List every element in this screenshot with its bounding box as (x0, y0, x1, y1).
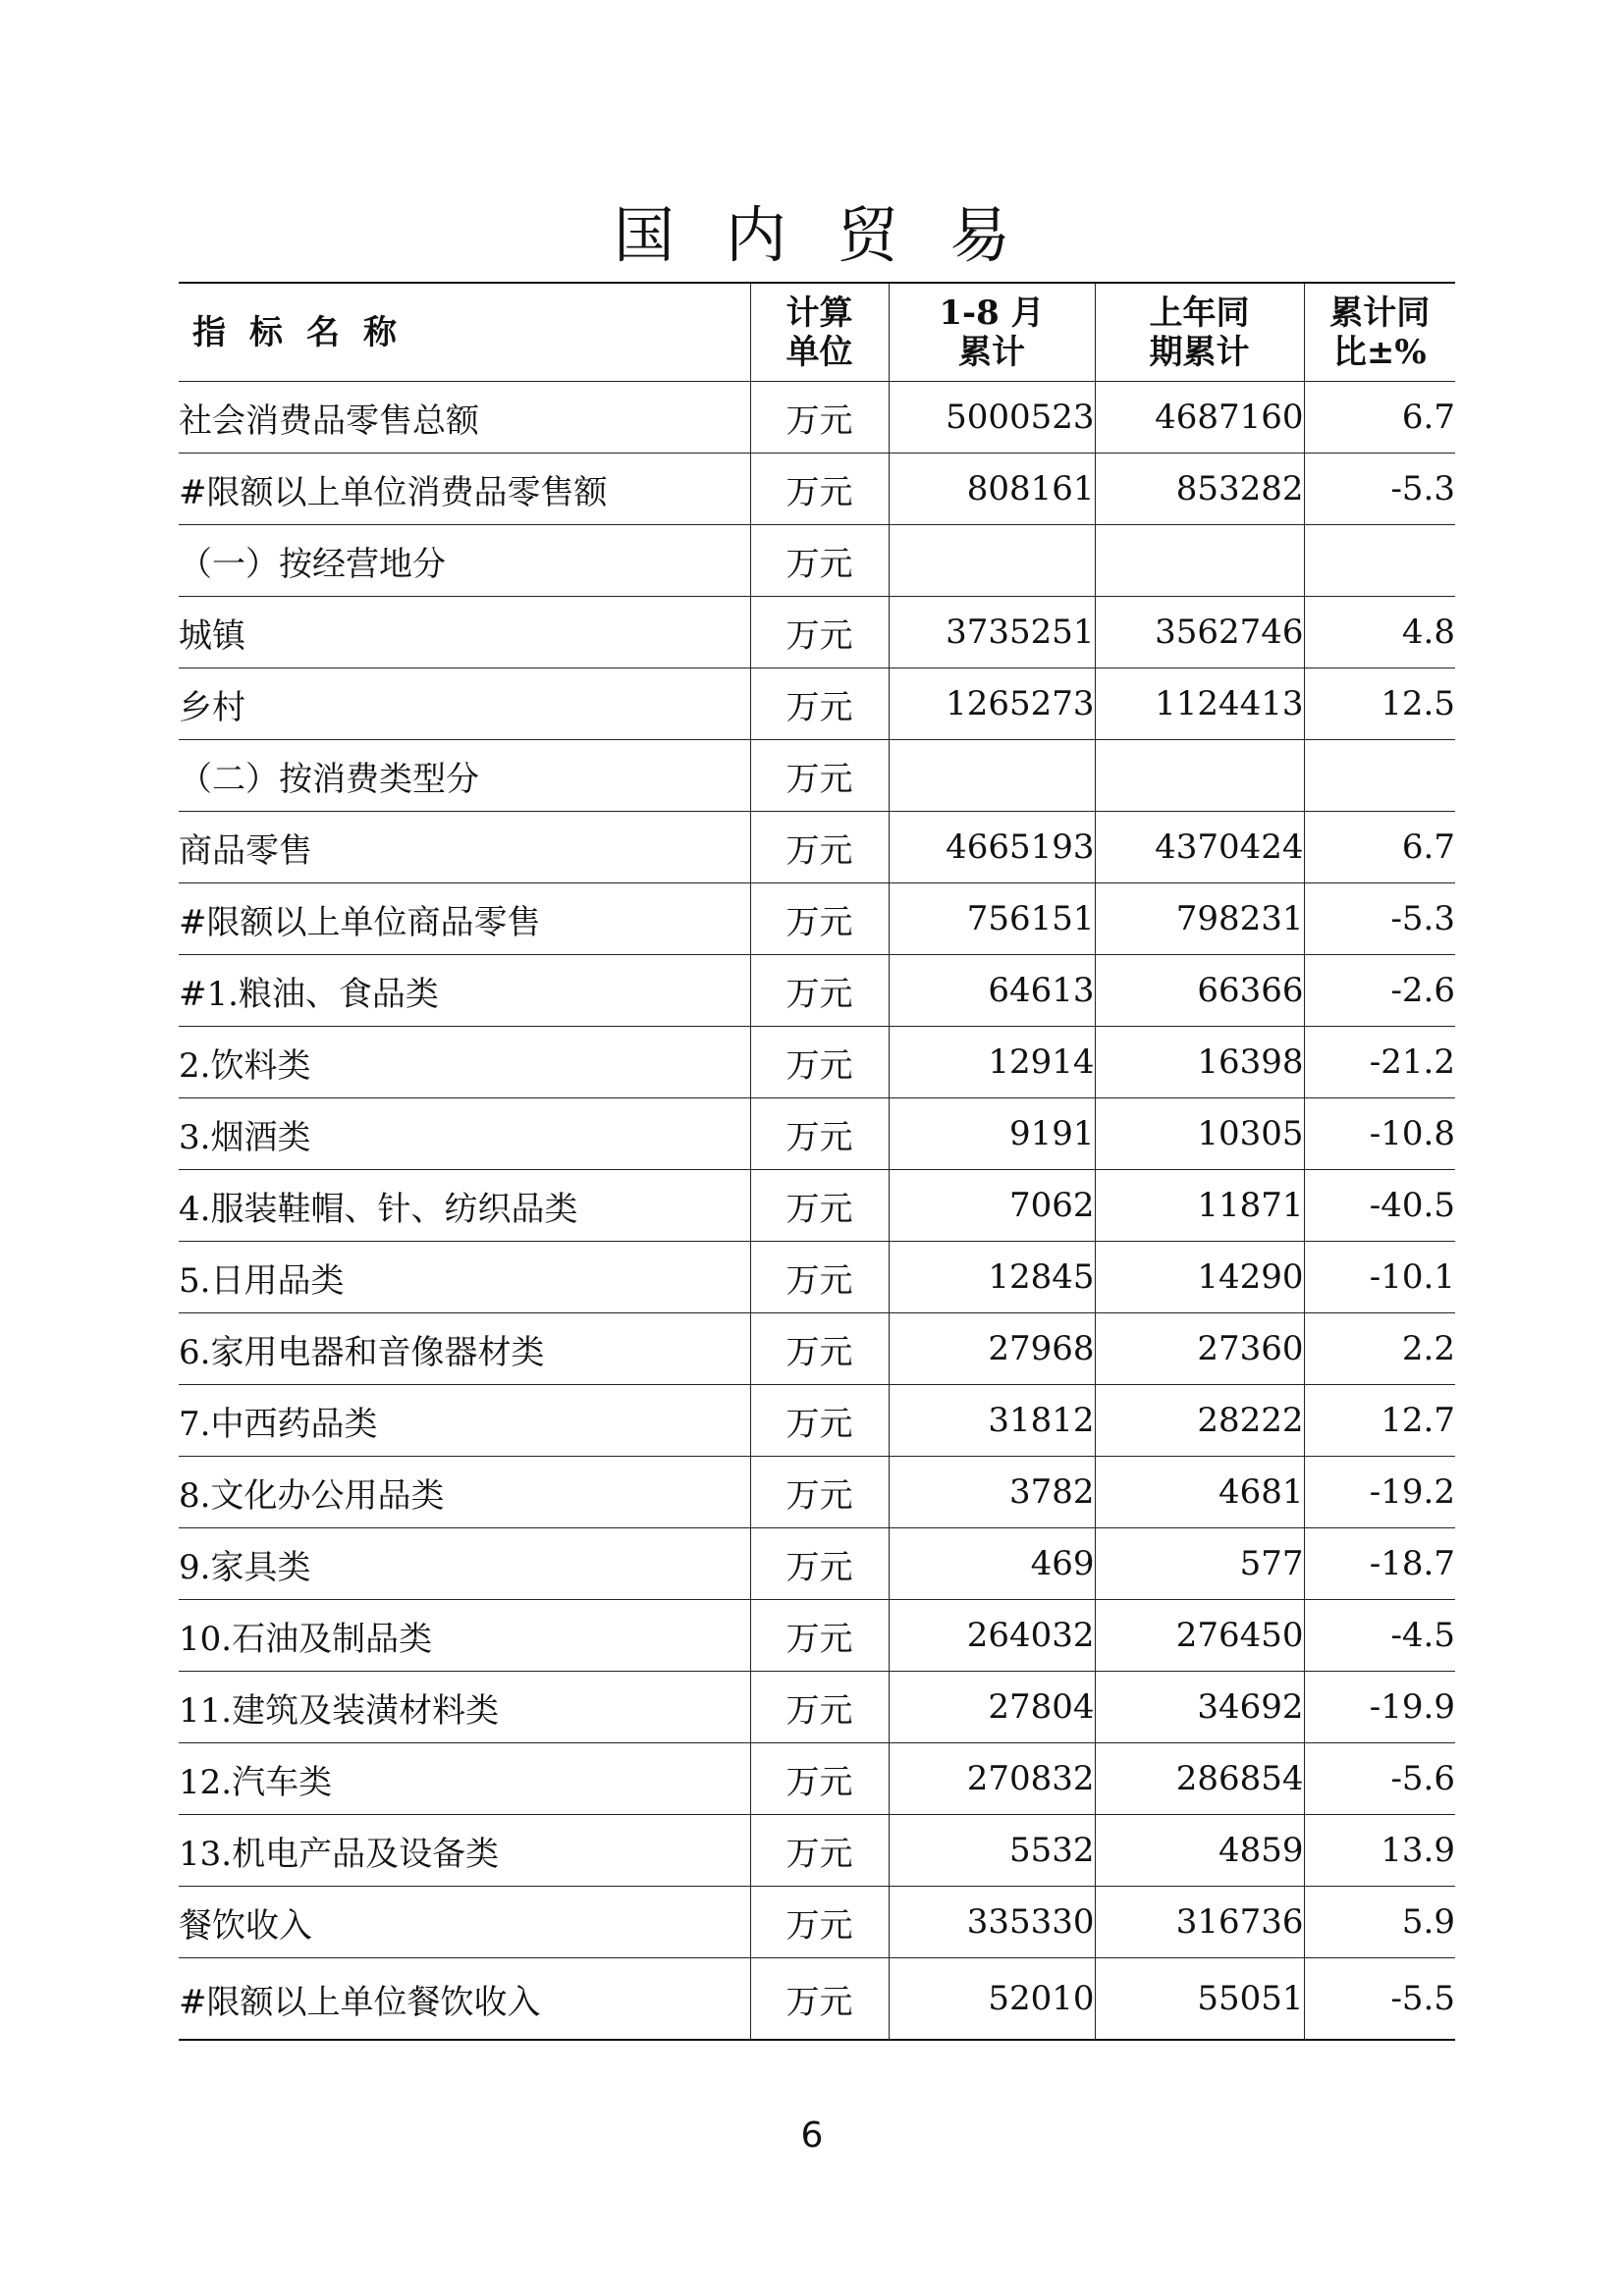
row-previous-value: 27360 (1095, 1313, 1304, 1385)
row-indicator-name: 13.机电产品及设备类 (179, 1815, 750, 1887)
row-change-percent (1304, 740, 1455, 812)
header-change-line2: 比±% (1332, 332, 1427, 372)
row-indicator-name: 乡村 (179, 668, 750, 740)
row-unit: 万元 (750, 1672, 889, 1743)
row-previous-value: 316736 (1095, 1887, 1304, 1958)
row-current-value: 9191 (889, 1098, 1095, 1170)
row-previous-value: 14290 (1095, 1242, 1304, 1313)
row-unit: 万元 (750, 1385, 889, 1457)
row-current-value: 5000523 (889, 382, 1095, 454)
row-unit: 万元 (750, 1313, 889, 1385)
table-row (179, 1313, 1455, 1385)
row-change-percent: -18.7 (1304, 1528, 1455, 1600)
row-current-value: 64613 (889, 955, 1095, 1027)
row-current-value: 12845 (889, 1242, 1095, 1313)
row-current-value: 7062 (889, 1170, 1095, 1242)
row-unit: 万元 (750, 1170, 889, 1242)
row-change-percent: -10.1 (1304, 1242, 1455, 1313)
table-row (179, 1887, 1455, 1958)
row-indicator-name: #限额以上单位消费品零售额 (179, 454, 750, 525)
table-row (179, 812, 1455, 883)
table-row (179, 1743, 1455, 1815)
header-previous-line2: 期累计 (1149, 332, 1250, 372)
table-row (179, 1600, 1455, 1672)
row-current-value: 270832 (889, 1743, 1095, 1815)
header-change-line1: 累计同 (1329, 293, 1431, 333)
row-current-value: 27968 (889, 1313, 1095, 1385)
row-indicator-name: 5.日用品类 (179, 1242, 750, 1313)
row-change-percent: -4.5 (1304, 1600, 1455, 1672)
row-previous-value: 853282 (1095, 454, 1304, 525)
row-previous-value: 66366 (1095, 955, 1304, 1027)
table-row (179, 454, 1455, 525)
row-indicator-name: 7.中西药品类 (179, 1385, 750, 1457)
row-unit: 万元 (750, 1457, 889, 1528)
row-current-value: 52010 (889, 1958, 1095, 2041)
row-change-percent: 4.8 (1304, 597, 1455, 668)
row-previous-value: 276450 (1095, 1600, 1304, 1672)
row-previous-value: 4859 (1095, 1815, 1304, 1887)
row-change-percent: -2.6 (1304, 955, 1455, 1027)
row-previous-value: 10305 (1095, 1098, 1304, 1170)
row-current-value: 3735251 (889, 597, 1095, 668)
table-header-row (179, 283, 1455, 382)
row-previous-value: 34692 (1095, 1672, 1304, 1743)
table-row (179, 1815, 1455, 1887)
header-unit-line2: 单位 (785, 332, 853, 372)
row-change-percent: 6.7 (1304, 812, 1455, 883)
table-row (179, 382, 1455, 454)
row-indicator-name: 2.饮料类 (179, 1027, 750, 1098)
row-change-percent: -10.8 (1304, 1098, 1455, 1170)
row-unit: 万元 (750, 454, 889, 525)
header-current (889, 283, 1095, 382)
row-indicator-name: 城镇 (179, 597, 750, 668)
retail-sales-table (179, 282, 1455, 2041)
row-current-value: 3782 (889, 1457, 1095, 1528)
header-unit (750, 283, 889, 382)
row-previous-value (1095, 740, 1304, 812)
row-unit: 万元 (750, 883, 889, 955)
header-current-line2: 累计 (958, 332, 1025, 372)
row-previous-value: 286854 (1095, 1743, 1304, 1815)
row-current-value: 808161 (889, 454, 1095, 525)
row-current-value: 264032 (889, 1600, 1095, 1672)
row-current-value: 12914 (889, 1027, 1095, 1098)
row-previous-value: 28222 (1095, 1385, 1304, 1457)
table-row (179, 955, 1455, 1027)
table-row (179, 1027, 1455, 1098)
row-current-value: 469 (889, 1528, 1095, 1600)
row-unit: 万元 (750, 525, 889, 597)
row-change-percent: -5.3 (1304, 883, 1455, 955)
row-unit: 万元 (750, 1958, 889, 2041)
row-unit: 万元 (750, 740, 889, 812)
row-previous-value: 798231 (1095, 883, 1304, 955)
row-change-percent: 12.5 (1304, 668, 1455, 740)
header-unit-line1: 计算 (785, 293, 853, 333)
table-row (179, 740, 1455, 812)
row-indicator-name: 10.石油及制品类 (179, 1600, 750, 1672)
row-change-percent: 12.7 (1304, 1385, 1455, 1457)
table-row (179, 668, 1455, 740)
table-row (179, 525, 1455, 597)
header-previous (1095, 283, 1304, 382)
row-unit: 万元 (750, 1743, 889, 1815)
row-previous-value: 4681 (1095, 1457, 1304, 1528)
row-unit: 万元 (750, 597, 889, 668)
header-change (1304, 283, 1455, 382)
row-current-value: 31812 (889, 1385, 1095, 1457)
row-previous-value: 3562746 (1095, 597, 1304, 668)
row-previous-value (1095, 525, 1304, 597)
row-previous-value: 4687160 (1095, 382, 1304, 454)
page-title: 国内贸易 (613, 199, 1061, 271)
row-current-value: 756151 (889, 883, 1095, 955)
row-change-percent (1304, 525, 1455, 597)
row-previous-value: 11871 (1095, 1170, 1304, 1242)
row-current-value (889, 740, 1095, 812)
table-row (179, 1457, 1455, 1528)
table-row (179, 1170, 1455, 1242)
row-indicator-name: 8.文化办公用品类 (179, 1457, 750, 1528)
row-change-percent: -19.9 (1304, 1672, 1455, 1743)
table-row (179, 1672, 1455, 1743)
row-indicator-name: 6.家用电器和音像器材类 (179, 1313, 750, 1385)
table-row (179, 1098, 1455, 1170)
row-indicator-name: （二）按消费类型分 (179, 740, 750, 812)
row-current-value: 5532 (889, 1815, 1095, 1887)
row-unit: 万元 (750, 1242, 889, 1313)
header-current-line1: 1-8 月 (939, 293, 1045, 333)
row-current-value: 4665193 (889, 812, 1095, 883)
row-indicator-name: 12.汽车类 (179, 1743, 750, 1815)
row-change-percent: -5.6 (1304, 1743, 1455, 1815)
table-row (179, 597, 1455, 668)
row-change-percent: 6.7 (1304, 382, 1455, 454)
row-previous-value: 55051 (1095, 1958, 1304, 2041)
row-previous-value: 577 (1095, 1528, 1304, 1600)
row-change-percent: 2.2 (1304, 1313, 1455, 1385)
table-row (179, 1385, 1455, 1457)
row-unit: 万元 (750, 1600, 889, 1672)
row-unit: 万元 (750, 1815, 889, 1887)
row-indicator-name: 商品零售 (179, 812, 750, 883)
table-row (179, 1958, 1455, 2041)
row-previous-value: 4370424 (1095, 812, 1304, 883)
row-unit: 万元 (750, 955, 889, 1027)
row-previous-value: 1124413 (1095, 668, 1304, 740)
table-row (179, 883, 1455, 955)
row-indicator-name: 3.烟酒类 (179, 1098, 750, 1170)
row-unit: 万元 (750, 1098, 889, 1170)
row-current-value (889, 525, 1095, 597)
page-number: 6 (800, 2115, 824, 2156)
table-body (179, 382, 1455, 2041)
row-change-percent: -21.2 (1304, 1027, 1455, 1098)
row-unit: 万元 (750, 1027, 889, 1098)
table-row (179, 1528, 1455, 1600)
row-indicator-name: 社会消费品零售总额 (179, 382, 750, 454)
header-indicator-name: 指标名称 (179, 283, 750, 382)
table-row (179, 1242, 1455, 1313)
row-indicator-name: #限额以上单位餐饮收入 (179, 1958, 750, 2041)
row-unit: 万元 (750, 1887, 889, 1958)
row-current-value: 1265273 (889, 668, 1095, 740)
row-change-percent: -19.2 (1304, 1457, 1455, 1528)
row-indicator-name: #限额以上单位商品零售 (179, 883, 750, 955)
row-change-percent: -5.5 (1304, 1958, 1455, 2041)
row-unit: 万元 (750, 812, 889, 883)
row-current-value: 27804 (889, 1672, 1095, 1743)
row-unit: 万元 (750, 668, 889, 740)
row-indicator-name: 4.服装鞋帽、针、纺织品类 (179, 1170, 750, 1242)
row-unit: 万元 (750, 382, 889, 454)
row-previous-value: 16398 (1095, 1027, 1304, 1098)
row-change-percent: 5.9 (1304, 1887, 1455, 1958)
row-current-value: 335330 (889, 1887, 1095, 1958)
header-previous-line1: 上年同 (1149, 293, 1250, 333)
row-change-percent: 13.9 (1304, 1815, 1455, 1887)
row-indicator-name: 餐饮收入 (179, 1887, 750, 1958)
row-indicator-name: 9.家具类 (179, 1528, 750, 1600)
row-indicator-name: #1.粮油、食品类 (179, 955, 750, 1027)
row-indicator-name: 11.建筑及装潢材料类 (179, 1672, 750, 1743)
row-change-percent: -40.5 (1304, 1170, 1455, 1242)
row-unit: 万元 (750, 1528, 889, 1600)
row-change-percent: -5.3 (1304, 454, 1455, 525)
row-indicator-name: （一）按经营地分 (179, 525, 750, 597)
